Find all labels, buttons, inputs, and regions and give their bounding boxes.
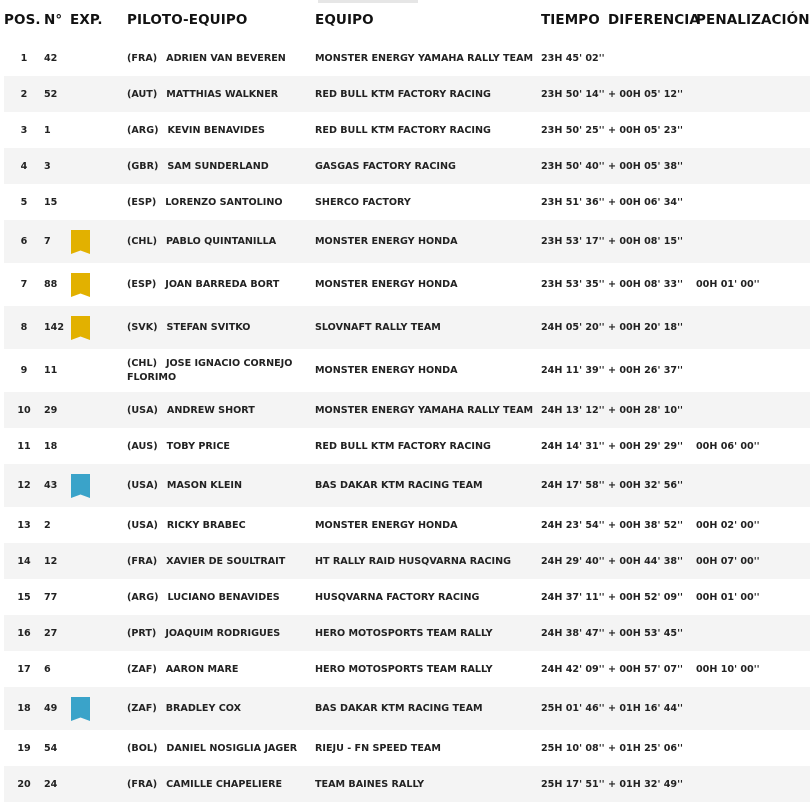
cell-team: GASGAS FACTORY RACING (315, 148, 541, 184)
cell-pos: 8 (4, 306, 44, 349)
table-row[interactable] (4, 184, 810, 220)
cell-time: 23H 53' 35'' (541, 279, 605, 290)
cell-team: SHERCO FACTORY (315, 196, 411, 208)
cell-team: MONSTER ENERGY HONDA (315, 220, 541, 263)
gold-flag-icon (71, 273, 90, 297)
cell-diff: + 00H 38' 52'' (608, 519, 683, 531)
cell-time: 24H 05' 20'' (541, 306, 608, 349)
cell-penalty (696, 76, 810, 112)
pilot-name[interactable]: CAMILLE CHAPELIERE (166, 778, 283, 790)
cell-pos: 4 (4, 148, 44, 184)
cell-exp (70, 615, 127, 651)
header-diff[interactable]: DIFERENCIA (608, 12, 700, 28)
cell-pilot (127, 184, 315, 220)
nationality: (AUT) (127, 88, 158, 100)
cell-penalty (696, 184, 810, 220)
cell-num: 6 (44, 663, 51, 675)
cell-penalty: 00H 06' 00'' (696, 440, 760, 452)
cell-exp (70, 220, 127, 263)
pilot-name[interactable]: DANIEL NOSIGLIA JAGER (166, 742, 298, 754)
cell-pilot (127, 543, 315, 579)
cell-pos: 19 (17, 742, 31, 754)
nationality: (USA) (127, 404, 158, 416)
cell-time: 23H 51' 36'' (541, 196, 605, 208)
nationality: (ZAF) (127, 703, 157, 714)
cell-exp (70, 464, 127, 507)
cell-exp (70, 76, 127, 112)
cell-diff (608, 40, 696, 76)
cell-penalty (696, 220, 810, 263)
blue-flag-icon (71, 697, 90, 721)
cell-penalty (696, 392, 810, 428)
table-row[interactable] (4, 148, 810, 184)
cell-num: 27 (44, 615, 70, 651)
nationality: (ESP) (127, 196, 157, 208)
cell-pilot (127, 263, 315, 306)
cell-exp (70, 507, 127, 543)
cell-pos: 14 (4, 543, 44, 579)
cell-num: 1 (44, 124, 51, 136)
cell-diff: + 00H 05' 12'' (608, 76, 696, 112)
table-row[interactable] (4, 349, 810, 392)
cell-team: TEAM BAINES RALLY (315, 766, 541, 802)
cell-team: RED BULL KTM FACTORY RACING (315, 76, 541, 112)
table-row[interactable] (4, 615, 810, 651)
cell-penalty (696, 464, 810, 507)
cell-pos: 18 (4, 687, 44, 730)
nationality: (AUS) (127, 440, 158, 452)
table-row[interactable] (4, 766, 810, 802)
header-team[interactable]: EQUIPO (315, 12, 374, 28)
cell-pos: 2 (4, 76, 44, 112)
cell-pos: 6 (4, 220, 44, 263)
table-header (4, 0, 810, 40)
pilot-name[interactable]: JOSE IGNACIO CORNEJO FLORIMO (127, 357, 293, 383)
cell-exp (70, 184, 127, 220)
cell-exp (70, 687, 127, 730)
cell-exp (70, 306, 127, 349)
cell-penalty: 00H 01' 00'' (696, 279, 760, 290)
pilot-name[interactable]: KEVIN BENAVIDES (167, 124, 265, 136)
table-row[interactable] (4, 112, 810, 148)
cell-penalty: 00H 02' 00'' (696, 519, 760, 531)
table-row[interactable] (4, 687, 810, 730)
cell-time: 23H 50' 25'' (541, 124, 605, 136)
header-num[interactable]: N° (44, 12, 63, 28)
cell-pilot (127, 579, 315, 615)
cell-penalty: 00H 10' 00'' (696, 663, 760, 675)
table-row[interactable] (4, 263, 810, 306)
cell-pilot (127, 148, 315, 184)
cell-diff: + 00H 08' 33'' (608, 279, 683, 290)
table-row[interactable] (4, 76, 810, 112)
nationality: (ESP) (127, 279, 157, 290)
cell-num: 11 (44, 365, 58, 376)
nationality: (BOL) (127, 742, 158, 754)
table-row[interactable] (4, 220, 810, 263)
pilot-name[interactable]: BRADLEY COX (165, 703, 242, 714)
pilot-name[interactable]: MATTHIAS WALKNER (166, 88, 279, 100)
cell-diff: + 00H 52' 09'' (608, 591, 683, 603)
cell-time: 24H 23' 54'' (541, 519, 605, 531)
cell-diff: + 00H 05' 38'' (608, 148, 696, 184)
cell-num: 49 (44, 687, 70, 730)
cell-penalty: 00H 01' 00'' (696, 591, 760, 603)
cell-num: 15 (44, 196, 58, 208)
header-pos[interactable]: POS. (4, 12, 41, 28)
cell-pilot (127, 651, 315, 687)
cell-diff: + 00H 20' 18'' (608, 306, 696, 349)
table-row[interactable] (4, 464, 810, 507)
cell-pilot (127, 464, 315, 507)
cell-time: 24H 37' 11'' (541, 591, 605, 603)
cell-pilot (127, 40, 315, 76)
cell-num: 3 (44, 148, 70, 184)
cell-time: 23H 45' 02'' (541, 52, 605, 64)
cell-penalty (696, 306, 810, 349)
results-table (4, 0, 810, 802)
cell-time: 24H 11' 39'' (541, 365, 605, 376)
cell-exp (70, 392, 127, 428)
pilot-name[interactable]: JOAN BARREDA BORT (165, 279, 280, 290)
cell-team: MONSTER ENERGY HONDA (315, 519, 458, 531)
cell-pilot (127, 392, 315, 428)
cell-pos: 17 (17, 663, 31, 675)
cell-num: 52 (44, 76, 70, 112)
cell-pos: 13 (17, 519, 31, 531)
cell-exp (70, 730, 127, 766)
cell-penalty (696, 112, 810, 148)
cell-pos: 11 (17, 440, 31, 452)
header-time[interactable]: TIEMPO (541, 12, 600, 28)
cell-time: 23H 50' 14'' (541, 76, 608, 112)
cell-pilot (127, 730, 315, 766)
gold-flag-icon (71, 316, 90, 340)
cell-team: HERO MOTOSPORTS TEAM RALLY (315, 615, 541, 651)
pilot-name[interactable]: XAVIER DE SOULTRAIT (166, 555, 286, 567)
pilot-name[interactable]: JOAQUIM RODRIGUES (165, 627, 281, 639)
nationality: (PRT) (127, 627, 157, 639)
cell-diff: + 01H 25' 06'' (608, 742, 683, 754)
cell-team: MONSTER ENERGY HONDA (315, 279, 458, 290)
cell-num: 54 (44, 742, 58, 754)
table-row[interactable] (4, 306, 810, 349)
cell-num: 29 (44, 392, 70, 428)
cell-time: 25H 01' 46'' (541, 687, 608, 730)
cell-pos: 16 (4, 615, 44, 651)
cell-team: BAS DAKAR KTM RACING TEAM (315, 464, 541, 507)
cell-penalty (696, 40, 810, 76)
cell-team: RED BULL KTM FACTORY RACING (315, 124, 491, 136)
cell-diff: + 00H 28' 10'' (608, 392, 696, 428)
cell-exp (70, 766, 127, 802)
table-row[interactable] (4, 428, 810, 464)
cell-diff: + 00H 29' 29'' (608, 440, 683, 452)
nationality: (FRA) (127, 52, 158, 64)
cell-time: 25H 17' 51'' (541, 766, 608, 802)
cell-team: HUSQVARNA FACTORY RACING (315, 591, 480, 603)
cell-time: 25H 10' 08'' (541, 742, 605, 754)
gold-flag-icon (71, 230, 90, 254)
cell-pilot (127, 615, 315, 651)
nationality: (ARG) (127, 591, 159, 603)
cell-pos: 20 (4, 766, 44, 802)
cell-num: 7 (44, 220, 70, 263)
cell-exp (70, 428, 127, 464)
pilot-name[interactable]: ANDREW SHORT (166, 404, 255, 416)
table-row[interactable] (4, 40, 810, 76)
header-pilot[interactable]: PILOTO-EQUIPO (127, 12, 248, 28)
nationality: (FRA) (127, 778, 158, 790)
cell-exp (70, 543, 127, 579)
cell-diff: + 00H 53' 45'' (608, 615, 696, 651)
header-exp[interactable]: EXP. (70, 12, 103, 28)
pilot-name[interactable]: LORENZO SANTOLINO (165, 196, 283, 208)
cell-penalty (696, 687, 810, 730)
cell-time: 24H 17' 58'' (541, 464, 608, 507)
cell-exp (70, 148, 127, 184)
cell-team: BAS DAKAR KTM RACING TEAM (315, 687, 541, 730)
cell-pos: 7 (20, 279, 28, 290)
cell-num: 88 (44, 279, 58, 290)
cell-pilot (127, 428, 315, 464)
cell-num: 42 (44, 52, 58, 64)
pilot-name[interactable]: STEFAN SVITKO (166, 322, 251, 333)
cell-pilot (127, 766, 315, 802)
cell-exp (70, 112, 127, 148)
cell-diff: + 00H 26' 37'' (608, 365, 683, 376)
blue-flag-icon (71, 474, 90, 498)
table-row[interactable] (4, 543, 810, 579)
nationality: (USA) (127, 480, 158, 491)
cell-penalty (696, 148, 810, 184)
cell-num: 77 (44, 591, 58, 603)
nationality: (ARG) (127, 124, 159, 136)
cell-team: RIEJU - FN SPEED TEAM (315, 742, 441, 754)
cell-num: 2 (44, 519, 51, 531)
nationality: (FRA) (127, 555, 158, 567)
cell-pos: 9 (20, 365, 28, 376)
cell-pos: 10 (4, 392, 44, 428)
pilot-name[interactable]: AARON MARE (165, 663, 239, 675)
cell-time: 24H 29' 40'' (541, 543, 608, 579)
cell-pilot (127, 687, 315, 730)
pilot-name[interactable]: LUCIANO BENAVIDES (167, 591, 280, 603)
cell-diff: + 01H 32' 49'' (608, 766, 696, 802)
cell-exp (70, 349, 127, 392)
cell-exp (70, 579, 127, 615)
cell-penalty (696, 730, 810, 766)
cell-team: RED BULL KTM FACTORY RACING (315, 440, 491, 452)
pilot-name[interactable]: PABLO QUINTANILLA (165, 236, 277, 247)
nationality: (ZAF) (127, 663, 157, 675)
cell-diff: + 01H 16' 44'' (608, 687, 696, 730)
cell-diff: + 00H 05' 23'' (608, 124, 683, 136)
cell-diff: + 00H 44' 38'' (608, 543, 696, 579)
cell-diff: + 00H 06' 34'' (608, 196, 683, 208)
cell-exp (70, 263, 127, 306)
nationality: (SVK) (127, 322, 158, 333)
cell-pilot (127, 507, 315, 543)
table-row[interactable] (4, 651, 810, 687)
cell-pos: 5 (20, 196, 28, 208)
cell-team: MONSTER ENERGY YAMAHA RALLY TEAM (315, 52, 534, 64)
pilot-name[interactable]: RICKY BRABEC (166, 519, 246, 531)
cell-pilot (127, 306, 315, 349)
nationality: (CHL) (127, 236, 157, 247)
cell-pos: 15 (17, 591, 31, 603)
pilot-name[interactable]: MASON KLEIN (166, 480, 243, 491)
cell-diff: + 00H 08' 15'' (608, 220, 696, 263)
table-row[interactable] (4, 507, 810, 543)
cell-time: 24H 14' 31'' (541, 440, 605, 452)
table-row[interactable] (4, 579, 810, 615)
nationality: (GBR) (127, 160, 159, 172)
nationality: (CHL) (127, 357, 157, 369)
cell-diff: + 00H 32' 56'' (608, 464, 696, 507)
cell-pos: 12 (4, 464, 44, 507)
table-row[interactable] (4, 730, 810, 766)
header-penalty[interactable]: PENALIZACIÓN (696, 12, 810, 28)
cell-time: 23H 50' 40'' (541, 148, 608, 184)
cell-penalty: 00H 07' 00'' (696, 543, 810, 579)
cell-time: 24H 38' 47'' (541, 615, 608, 651)
cell-num: 142 (44, 306, 70, 349)
cell-pos: 1 (20, 52, 28, 64)
cell-pilot (127, 220, 315, 263)
cell-team: SLOVNAFT RALLY TEAM (315, 306, 541, 349)
cell-diff: + 00H 57' 07'' (608, 663, 683, 675)
cell-time: 24H 42' 09'' (541, 663, 605, 675)
cell-team: MONSTER ENERGY YAMAHA RALLY TEAM (315, 392, 541, 428)
cell-exp (70, 651, 127, 687)
cell-penalty (696, 349, 810, 392)
cell-time: 23H 53' 17'' (541, 220, 608, 263)
cell-pilot (127, 76, 315, 112)
cell-num: 18 (44, 440, 58, 452)
table-row[interactable] (4, 392, 810, 428)
pilot-name[interactable]: TOBY PRICE (166, 440, 230, 452)
cell-penalty (696, 766, 810, 802)
cell-num: 43 (44, 464, 70, 507)
cell-team: MONSTER ENERGY HONDA (315, 365, 458, 376)
cell-time: 24H 13' 12'' (541, 392, 608, 428)
cell-num: 24 (44, 766, 70, 802)
cell-penalty (696, 615, 810, 651)
table-body (4, 40, 810, 802)
cell-pilot (127, 112, 315, 148)
cell-exp (70, 40, 127, 76)
cell-pilot (127, 349, 315, 392)
cell-pos: 3 (20, 124, 28, 136)
nationality: (USA) (127, 519, 158, 531)
cell-num: 12 (44, 543, 70, 579)
cell-team: HT RALLY RAID HUSQVARNA RACING (315, 543, 541, 579)
pilot-name[interactable]: SAM SUNDERLAND (167, 160, 269, 172)
cell-team: HERO MOTOSPORTS TEAM RALLY (315, 663, 493, 675)
pilot-name[interactable]: ADRIEN VAN BEVEREN (166, 52, 286, 64)
